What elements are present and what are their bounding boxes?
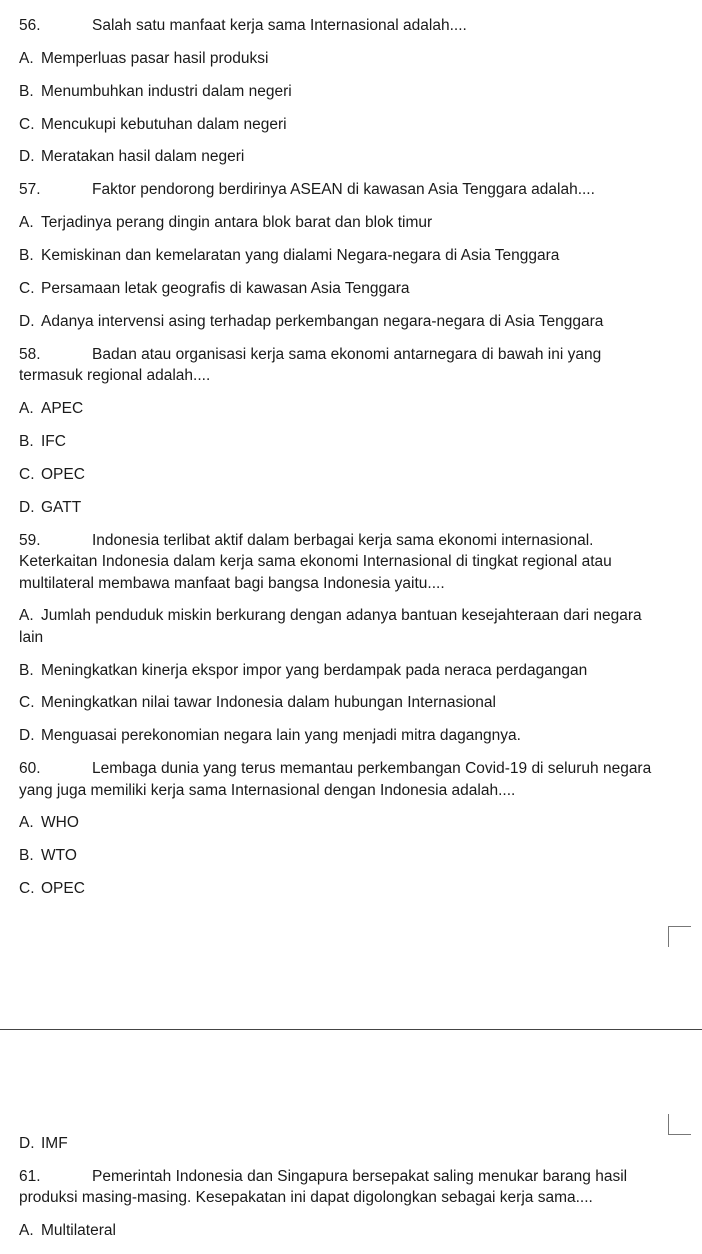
option-letter: C. [19, 880, 35, 897]
question-text-line-1: Badan atau organisasi kerja sama ekonomi antarnegara di bawah ini yang [92, 346, 602, 363]
option-text: GATT [41, 499, 82, 516]
option-letter: D. [19, 313, 35, 330]
question-61-continued [19, 1187, 690, 1209]
question-text-line-2: Keterkaitan Indonesia dalam kerja sama ekonomi Internasional di tingkat regional atau [19, 553, 612, 570]
option-59-a-continued [19, 627, 690, 649]
option-58-b[interactable] [19, 431, 690, 453]
option-text: Persamaan letak geografis di kawasan Asia Tenggara [41, 280, 410, 297]
option-56-d[interactable] [19, 146, 690, 168]
option-text: IFC [41, 433, 66, 450]
option-letter: A. [19, 814, 34, 831]
question-57 [19, 179, 690, 201]
question-number: 58. [19, 346, 41, 363]
option-letter: A. [19, 50, 34, 67]
option-text: Meningkatkan nilai tawar Indonesia dalam hubungan Internasional [41, 694, 496, 711]
question-text: Salah satu manfaat kerja sama Internasional adalah.... [92, 17, 467, 34]
option-text: Memperluas pasar hasil produksi [41, 50, 269, 67]
option-letter: A. [19, 1222, 34, 1239]
option-58-c[interactable] [19, 464, 690, 486]
option-text: Kemiskinan dan kemelaratan yang dialami Negara-negara di Asia Tenggara [41, 247, 560, 264]
option-text: APEC [41, 400, 84, 417]
option-60-a[interactable] [19, 812, 690, 834]
option-56-a[interactable] [19, 48, 690, 70]
question-text: Faktor pendorong berdirinya ASEAN di kawasan Asia Tenggara adalah.... [92, 181, 595, 198]
question-number: 61. [19, 1168, 41, 1185]
option-letter: A. [19, 607, 34, 624]
option-letter: D. [19, 499, 35, 516]
option-letter: A. [19, 400, 34, 417]
option-letter: B. [19, 433, 34, 450]
option-letter: A. [19, 214, 34, 231]
option-text: Jumlah penduduk miskin berkurang dengan adanya bantuan kesejahteraan dari negara [41, 607, 642, 624]
question-60 [19, 758, 690, 780]
cropped-previous-text [19, 0, 179, 4]
question-text-line-3: multilateral membawa manfaat bagi bangsa Indonesia yaitu.... [19, 575, 445, 592]
option-text: Meratakan hasil dalam negeri [41, 148, 245, 165]
option-57-a[interactable] [19, 212, 690, 234]
option-57-b[interactable] [19, 245, 690, 267]
option-letter: C. [19, 466, 35, 483]
option-text: Mencukupi kebutuhan dalam negeri [41, 116, 287, 133]
option-text: Multilateral [41, 1222, 116, 1239]
question-text-line-1: Lembaga dunia yang terus memantau perkembangan Covid-19 di seluruh negara [92, 760, 652, 777]
option-60-c[interactable] [19, 878, 690, 900]
option-text: IMF [41, 1135, 68, 1152]
option-text: Terjadinya perang dingin antara blok barat dan blok timur [41, 214, 433, 231]
option-text: WTO [41, 847, 77, 864]
option-59-d[interactable] [19, 725, 690, 747]
question-60-continued [19, 780, 690, 802]
question-number: 57. [19, 181, 41, 198]
option-59-a[interactable] [19, 605, 690, 627]
question-58-continued [19, 365, 690, 387]
question-56 [19, 15, 690, 37]
option-58-d[interactable] [19, 497, 690, 519]
option-text: Adanya intervensi asing terhadap perkembangan negara-negara di Asia Tenggara [41, 313, 604, 330]
question-number: 56. [19, 17, 41, 34]
question-58 [19, 344, 690, 366]
question-59-continued [19, 551, 690, 573]
option-letter: D. [19, 727, 35, 744]
option-57-c[interactable] [19, 278, 690, 300]
option-letter: C. [19, 280, 35, 297]
option-text: OPEC [41, 880, 85, 897]
question-59 [19, 530, 690, 552]
question-number: 59. [19, 532, 41, 549]
option-text: Meningkatkan kinerja ekspor impor yang berdampak pada neraca perdagangan [41, 662, 588, 679]
page-divider [0, 1029, 702, 1030]
option-text-continued: lain [19, 629, 44, 646]
option-56-b[interactable] [19, 81, 690, 103]
question-61 [19, 1166, 690, 1188]
option-letter: B. [19, 247, 34, 264]
option-61-a[interactable] [19, 1220, 690, 1242]
option-letter: C. [19, 694, 35, 711]
question-text-line-1: Pemerintah Indonesia dan Singapura bersepakat saling menukar barang hasil [92, 1168, 628, 1185]
option-letter: B. [19, 847, 34, 864]
option-56-c[interactable] [19, 114, 690, 136]
option-letter: D. [19, 148, 35, 165]
question-59-continued-2 [19, 573, 690, 595]
option-letter: B. [19, 662, 34, 679]
option-text: Menguasai perekonomian negara lain yang menjadi mitra dagangnya. [41, 727, 521, 744]
option-60-b[interactable] [19, 845, 690, 867]
option-text: Menumbuhkan industri dalam negeri [41, 83, 292, 100]
option-60-d[interactable] [19, 1133, 690, 1155]
option-59-b[interactable] [19, 660, 690, 682]
option-letter: C. [19, 116, 35, 133]
option-57-d[interactable] [19, 311, 690, 333]
option-58-a[interactable] [19, 398, 690, 420]
question-number: 60. [19, 760, 41, 777]
page-corner-mark-bottom [668, 1114, 691, 1135]
option-text: WHO [41, 814, 79, 831]
question-text-line-2: produksi masing-masing. Kesepakatan ini dapat digolongkan sebagai kerja sama.... [19, 1189, 593, 1206]
option-letter: B. [19, 83, 34, 100]
option-59-c[interactable] [19, 692, 690, 714]
option-text: OPEC [41, 466, 85, 483]
question-text-line-2: termasuk regional adalah.... [19, 367, 211, 384]
page-corner-mark-top [668, 926, 691, 947]
option-letter: D. [19, 1135, 35, 1152]
question-text-line-1: Indonesia terlibat aktif dalam berbagai kerja sama ekonomi internasional. [92, 532, 594, 549]
question-text-line-2: yang juga memiliki kerja sama Internasional dengan Indonesia adalah.... [19, 782, 516, 799]
